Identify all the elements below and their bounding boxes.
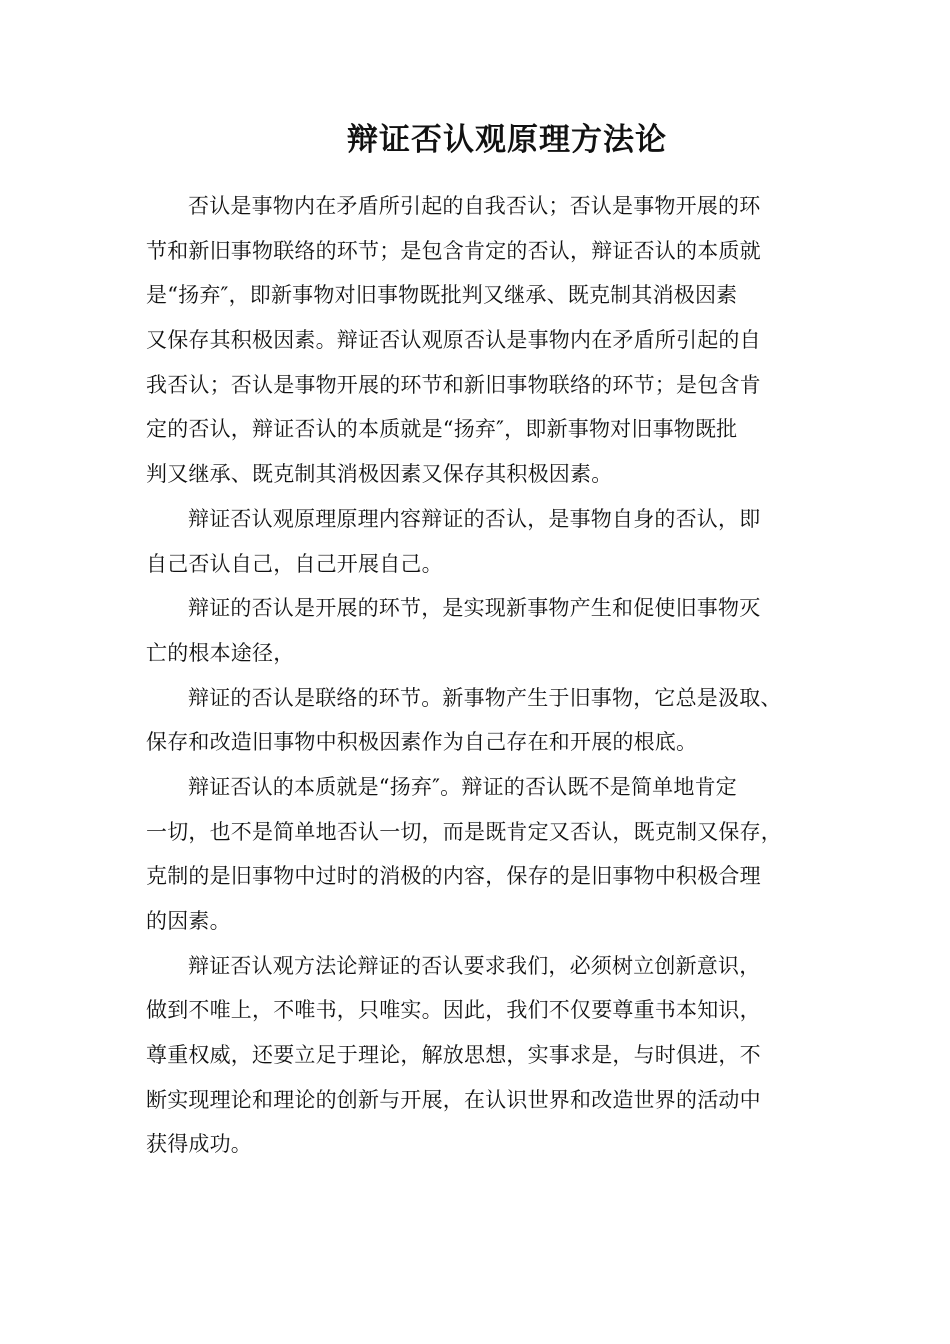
body-line: 又保存其积极因素。辩证否认观原否认是事物内在矛盾所引起的自 (146, 328, 761, 353)
body-line: 节和新旧事物联络的环节；是包含肯定的否认，辩证否认的本质就 (146, 238, 761, 263)
body-line: 保存和改造旧事物中积极因素作为自己存在和开展的根底。 (146, 730, 698, 755)
body-line: 亡的根本途径， (146, 640, 295, 665)
body-line: 辩证的否认是开展的环节，是实现新事物产生和促使旧事物灭 (188, 596, 761, 621)
document-title: 辩证否认观原理方法论 (347, 122, 667, 158)
body-line: 我否认；否认是事物开展的环节和新旧事物联络的环节；是包含肯 (146, 372, 761, 397)
body-line: 克制的是旧事物中过时的消极的内容，保存的是旧事物中积极合理 (146, 864, 761, 889)
body-line: 的因素。 (146, 909, 231, 933)
body-line: 辩证否认观方法论辩证的否认要求我们，必须树立创新意识， (188, 953, 761, 978)
body-line: 断实现理论和理论的创新与开展，在认识世界和改造世界的活动中 (146, 1087, 761, 1112)
body-line: 判又继承、既克制其消极因素又保存其积极因素。 (146, 462, 613, 487)
body-line: 尊重权威，还要立足于理论，解放思想，实事求是，与时俱进，不 (146, 1043, 761, 1068)
body-line: 自己否认自己，自己开展自己。 (146, 551, 443, 576)
body-line: 一切，也不是简单地否认一切，而是既肯定又否认，既克制又保存， (146, 819, 782, 844)
body-line: 做到不唯上，不唯书，只唯实。因此，我们不仅要尊重书本知识， (146, 998, 761, 1023)
body-line: 定的否认，辩证否认的本质就是“扬弃″，即新事物对旧事物既批 (146, 417, 738, 442)
body-line: 辩证的否认是联络的环节。新事物产生于旧事物，它总是汲取、 (188, 685, 782, 710)
body-line: 辩证否认的本质就是“扬弃″。辩证的否认既不是简单地肯定 (188, 774, 737, 799)
document-body (146, 184, 818, 1167)
body-line: 获得成功。 (146, 1132, 252, 1157)
body-line: 辩证否认观原理原理内容辩证的否认，是事物自身的否认，即 (188, 506, 761, 531)
body-line: 否认是事物内在矛盾所引起的自我否认；否认是事物开展的环 (188, 194, 761, 218)
body-line: 是“扬弃″，即新事物对旧事物既批判又继承、既克制其消极因素 (146, 283, 738, 308)
